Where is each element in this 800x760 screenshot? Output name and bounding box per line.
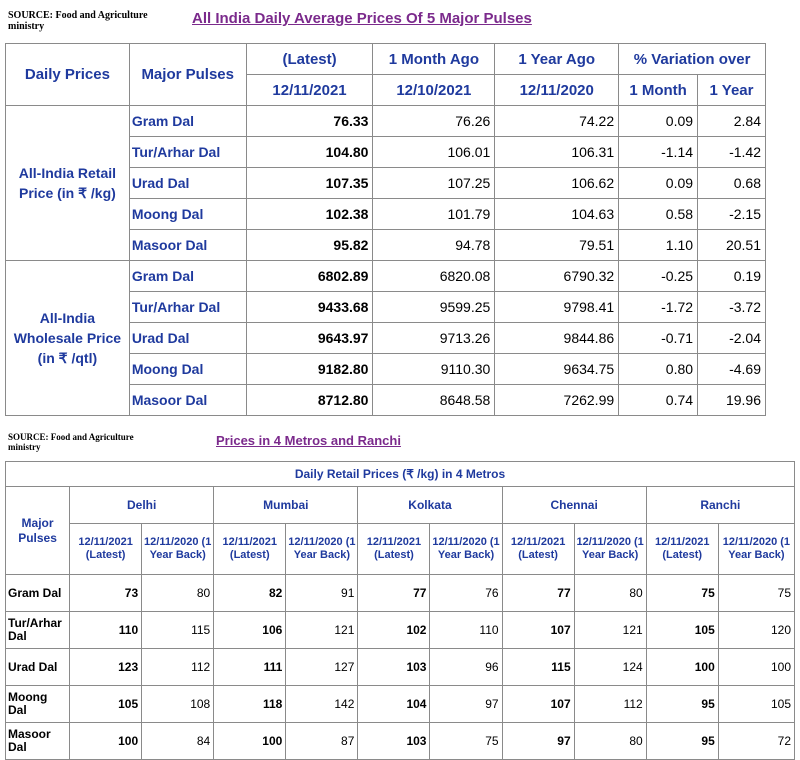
table-row — [6, 575, 795, 612]
subheader-year-back: 12/11/2020 (1 Year Back) — [718, 524, 794, 575]
cell-latest: 75 — [646, 575, 718, 612]
cell-year-back: 97 — [430, 686, 502, 723]
pulse-name: Urad Dal — [129, 168, 246, 199]
header-variation: % Variation over — [619, 44, 766, 75]
pulse-name: Masoor Dal — [129, 230, 246, 261]
cell-var-year: 19.96 — [698, 385, 766, 416]
cell-latest: 73 — [70, 575, 142, 612]
subheader-latest: 12/11/2021 (Latest) — [502, 524, 574, 575]
retail-group-label: All-India Retail Price (in ₹ /kg) — [6, 106, 130, 261]
table-row — [6, 686, 795, 723]
cell-latest: 100 — [214, 723, 286, 760]
header-daily-prices: Daily Prices — [6, 44, 130, 106]
cell-latest: 102.38 — [246, 199, 373, 230]
variation-year: 1 Year — [698, 75, 766, 106]
city-mumbai: Mumbai — [214, 487, 358, 524]
cell-year-back: 75 — [430, 723, 502, 760]
cell-var-year: -3.72 — [698, 292, 766, 323]
cell-year-back: 80 — [574, 575, 646, 612]
cell-year-back: 112 — [574, 686, 646, 723]
cell-latest: 110 — [70, 612, 142, 649]
cell-latest: 95 — [646, 723, 718, 760]
subheader-year-back: 12/11/2020 (1 Year Back) — [286, 524, 358, 575]
table-row — [6, 106, 766, 137]
cell-month: 6820.08 — [373, 261, 495, 292]
pulse-name: Masoor Dal — [129, 385, 246, 416]
subheader-year-back: 12/11/2020 (1 Year Back) — [142, 524, 214, 575]
subheader-latest: 12/11/2021 (Latest) — [646, 524, 718, 575]
section-title: Prices in 4 Metros and Ranchi — [216, 433, 401, 448]
cell-var-month: -1.14 — [619, 137, 698, 168]
date-latest: 12/11/2021 — [246, 75, 373, 106]
cell-latest: 105 — [646, 612, 718, 649]
header-year-ago: 1 Year Ago — [495, 44, 619, 75]
cell-latest: 111 — [214, 649, 286, 686]
cell-year-back: 142 — [286, 686, 358, 723]
cell-year: 106.31 — [495, 137, 619, 168]
subheader-latest: 12/11/2021 (Latest) — [70, 524, 142, 575]
cell-latest: 77 — [358, 575, 430, 612]
cell-var-year: -1.42 — [698, 137, 766, 168]
pulses-price-table — [5, 43, 766, 416]
cell-year-back: 76 — [430, 575, 502, 612]
cell-year-back: 96 — [430, 649, 502, 686]
cell-latest: 102 — [358, 612, 430, 649]
cell-latest: 107 — [502, 612, 574, 649]
pulse-name: Tur/Arhar Dal — [6, 612, 70, 649]
cell-year-back: 75 — [718, 575, 794, 612]
cell-latest: 107 — [502, 686, 574, 723]
pulse-name: Moong Dal — [6, 686, 70, 723]
city-kolkata: Kolkata — [358, 487, 502, 524]
header-major-pulses: Major Pulses — [6, 487, 70, 575]
cell-month: 107.25 — [373, 168, 495, 199]
table-row — [6, 649, 795, 686]
cell-var-month: 0.80 — [619, 354, 698, 385]
cell-var-year: 2.84 — [698, 106, 766, 137]
cell-latest: 95.82 — [246, 230, 373, 261]
cell-latest: 103 — [358, 649, 430, 686]
subheader-year-back: 12/11/2020 (1 Year Back) — [430, 524, 502, 575]
cell-month: 76.26 — [373, 106, 495, 137]
subheader-latest: 12/11/2021 (Latest) — [358, 524, 430, 575]
cell-year: 104.63 — [495, 199, 619, 230]
cell-year: 6790.32 — [495, 261, 619, 292]
cell-latest: 107.35 — [246, 168, 373, 199]
cell-latest: 8712.80 — [246, 385, 373, 416]
cell-year-back: 112 — [142, 649, 214, 686]
table-row — [6, 261, 766, 292]
cell-latest: 104 — [358, 686, 430, 723]
cell-month: 106.01 — [373, 137, 495, 168]
cell-latest: 123 — [70, 649, 142, 686]
cell-year-back: 124 — [574, 649, 646, 686]
cell-year-back: 100 — [718, 649, 794, 686]
cell-var-month: 0.09 — [619, 168, 698, 199]
cell-year-back: 121 — [574, 612, 646, 649]
table-row — [6, 723, 795, 760]
cell-year-back: 105 — [718, 686, 794, 723]
cell-month: 9599.25 — [373, 292, 495, 323]
cell-year-back: 80 — [142, 575, 214, 612]
cell-year: 9798.41 — [495, 292, 619, 323]
page-title: All India Daily Average Prices Of 5 Major Pulses — [192, 10, 532, 27]
date-month: 12/10/2021 — [373, 75, 495, 106]
cell-latest: 82 — [214, 575, 286, 612]
pulse-name: Moong Dal — [129, 354, 246, 385]
cell-var-month: 0.74 — [619, 385, 698, 416]
cell-latest: 115 — [502, 649, 574, 686]
cell-latest: 76.33 — [246, 106, 373, 137]
pulse-name: Gram Dal — [129, 106, 246, 137]
cell-year-back: 110 — [430, 612, 502, 649]
cell-var-month: 1.10 — [619, 230, 698, 261]
table-caption: Daily Retail Prices (₹ /kg) in 4 Metros — [6, 462, 795, 487]
cell-latest: 95 — [646, 686, 718, 723]
pulse-name: Tur/Arhar Dal — [129, 292, 246, 323]
header-major-pulses: Major Pulses — [129, 44, 246, 106]
cell-latest: 9433.68 — [246, 292, 373, 323]
cell-latest: 105 — [70, 686, 142, 723]
cell-year: 7262.99 — [495, 385, 619, 416]
cell-var-year: -4.69 — [698, 354, 766, 385]
cell-var-year: 0.19 — [698, 261, 766, 292]
cell-year-back: 84 — [142, 723, 214, 760]
cell-year: 106.62 — [495, 168, 619, 199]
cell-year-back: 72 — [718, 723, 794, 760]
cell-var-month: -0.71 — [619, 323, 698, 354]
cell-year-back: 108 — [142, 686, 214, 723]
cell-year: 74.22 — [495, 106, 619, 137]
cell-year: 9634.75 — [495, 354, 619, 385]
cell-year-back: 121 — [286, 612, 358, 649]
cell-month: 8648.58 — [373, 385, 495, 416]
metro-price-table — [5, 461, 795, 760]
cell-latest: 77 — [502, 575, 574, 612]
cell-latest: 106 — [214, 612, 286, 649]
cell-var-month: 0.58 — [619, 199, 698, 230]
pulse-name: Gram Dal — [6, 575, 70, 612]
cell-latest: 9182.80 — [246, 354, 373, 385]
variation-month: 1 Month — [619, 75, 698, 106]
cell-year-back: 87 — [286, 723, 358, 760]
cell-latest: 118 — [214, 686, 286, 723]
cell-year-back: 115 — [142, 612, 214, 649]
cell-latest: 9643.97 — [246, 323, 373, 354]
cell-latest: 97 — [502, 723, 574, 760]
cell-year-back: 120 — [718, 612, 794, 649]
cell-var-year: -2.04 — [698, 323, 766, 354]
cell-year-back: 80 — [574, 723, 646, 760]
city-chennai: Chennai — [502, 487, 646, 524]
cell-var-month: 0.09 — [619, 106, 698, 137]
cell-latest: 103 — [358, 723, 430, 760]
cell-var-year: 0.68 — [698, 168, 766, 199]
subheader-year-back: 12/11/2020 (1 Year Back) — [574, 524, 646, 575]
header-latest: (Latest) — [246, 44, 373, 75]
table-row — [6, 612, 795, 649]
cell-latest: 6802.89 — [246, 261, 373, 292]
cell-year-back: 127 — [286, 649, 358, 686]
source-note: SOURCE: Food and Agriculture ministry — [8, 432, 134, 452]
cell-year: 79.51 — [495, 230, 619, 261]
pulse-name: Masoor Dal — [6, 723, 70, 760]
cell-year: 9844.86 — [495, 323, 619, 354]
date-year: 12/11/2020 — [495, 75, 619, 106]
cell-month: 9713.26 — [373, 323, 495, 354]
pulse-name: Tur/Arhar Dal — [129, 137, 246, 168]
header-month-ago: 1 Month Ago — [373, 44, 495, 75]
cell-month: 9110.30 — [373, 354, 495, 385]
cell-month: 94.78 — [373, 230, 495, 261]
pulse-name: Moong Dal — [129, 199, 246, 230]
pulse-name: Urad Dal — [129, 323, 246, 354]
subheader-latest: 12/11/2021 (Latest) — [214, 524, 286, 575]
cell-latest: 100 — [646, 649, 718, 686]
cell-var-year: 20.51 — [698, 230, 766, 261]
pulse-name: Urad Dal — [6, 649, 70, 686]
source-note: SOURCE: Food and Agriculture ministry — [8, 10, 148, 32]
cell-var-month: -1.72 — [619, 292, 698, 323]
wholesale-group-label: All-India Wholesale Price (in ₹ /qtl) — [6, 261, 130, 416]
cell-var-month: -0.25 — [619, 261, 698, 292]
cell-month: 101.79 — [373, 199, 495, 230]
cell-year-back: 91 — [286, 575, 358, 612]
cell-latest: 104.80 — [246, 137, 373, 168]
city-ranchi: Ranchi — [646, 487, 794, 524]
cell-latest: 100 — [70, 723, 142, 760]
city-delhi: Delhi — [70, 487, 214, 524]
cell-var-year: -2.15 — [698, 199, 766, 230]
pulse-name: Gram Dal — [129, 261, 246, 292]
